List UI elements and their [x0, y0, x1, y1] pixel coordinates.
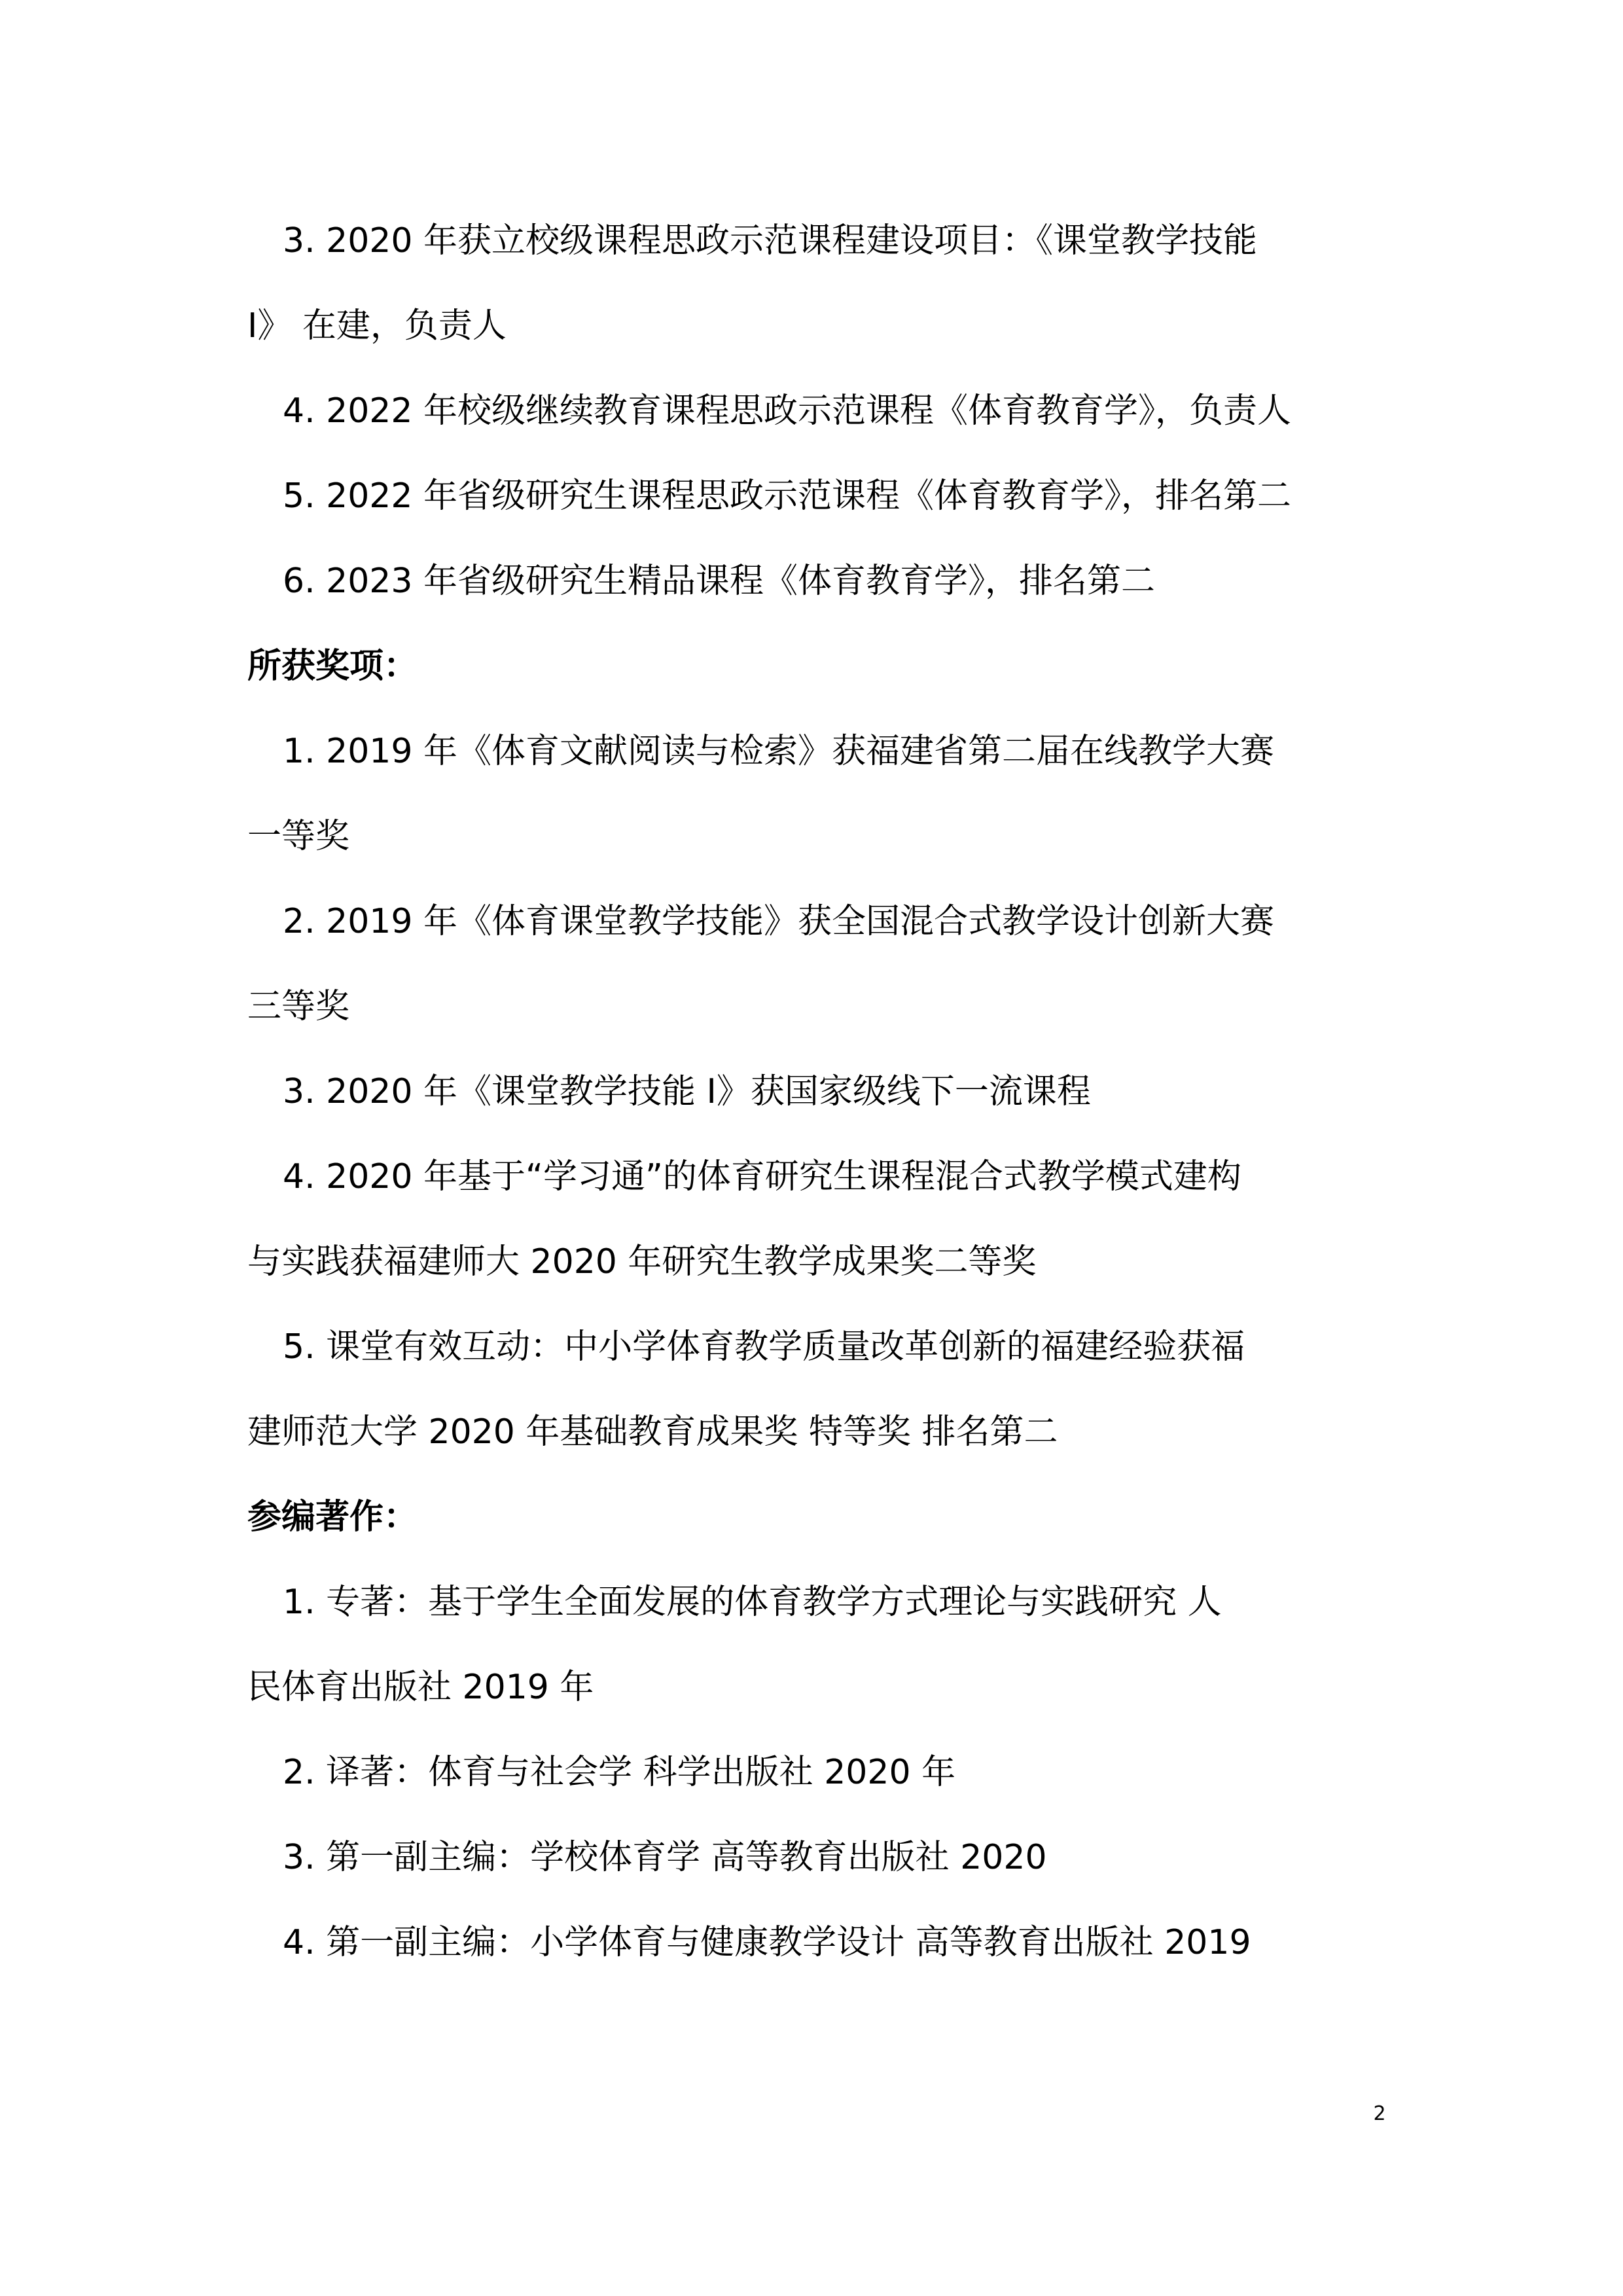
text-line-7: 1. 2019 年《体育文献阅读与检索》获福建省第二届在线教学大赛 [283, 732, 1275, 771]
text-line-13: 与实践获福建师大 2020 年研究生教学成果奖二等奖 [247, 1242, 1037, 1282]
page-number: 2 [1373, 2102, 1386, 2125]
text-line-14: 5. 课堂有效互动：中小学体育教学质量改革创新的福建经验获福 [283, 1327, 1245, 1367]
text-line-17: 1. 专著：基于学生全面发展的体育教学方式理论与实践研究 人 [283, 1583, 1222, 1622]
text-line-11: 3. 2020 年《课堂教学技能 I》获国家级线下一流课程 [283, 1072, 1091, 1111]
text-line-2: I》 在建，负责人 [247, 306, 507, 346]
text-line-10: 三等奖 [247, 987, 350, 1026]
text-line-19: 2. 译著：体育与社会学 科学出版社 2020 年 [283, 1753, 956, 1792]
text-line-15: 建师范大学 2020 年基础教育成果奖 特等奖 排名第二 [247, 1412, 1058, 1452]
section-heading-publications: 参编著作： [247, 1498, 418, 1537]
text-line-1: 3. 2020 年获立校级课程思政示范课程建设项目：《课堂教学技能 [283, 221, 1258, 260]
text-line-4: 5. 2022 年省级研究生课程思政示范课程《体育教育学》，排名第二 [283, 476, 1292, 516]
text-line-9: 2. 2019 年《体育课堂教学技能》获全国混合式教学设计创新大赛 [283, 902, 1275, 941]
text-line-12: 4. 2020 年基于“学习通”的体育研究生课程混合式教学模式建构 [283, 1157, 1241, 1196]
text-line-20: 3. 第一副主编：学校体育学 高等教育出版社 2020 [283, 1838, 1047, 1877]
section-heading-awards: 所获奖项： [247, 647, 418, 686]
text-line-8: 一等奖 [247, 817, 350, 856]
text-line-18: 民体育出版社 2019 年 [247, 1668, 594, 1707]
text-line-21: 4. 第一副主编：小学体育与健康教学设计 高等教育出版社 2019 [283, 1923, 1251, 1962]
text-line-5: 6. 2023 年省级研究生精品课程《体育教育学》，排名第二 [283, 562, 1156, 601]
text-line-3: 4. 2022 年校级继续教育课程思政示范课程《体育教育学》，负责人 [283, 391, 1292, 431]
